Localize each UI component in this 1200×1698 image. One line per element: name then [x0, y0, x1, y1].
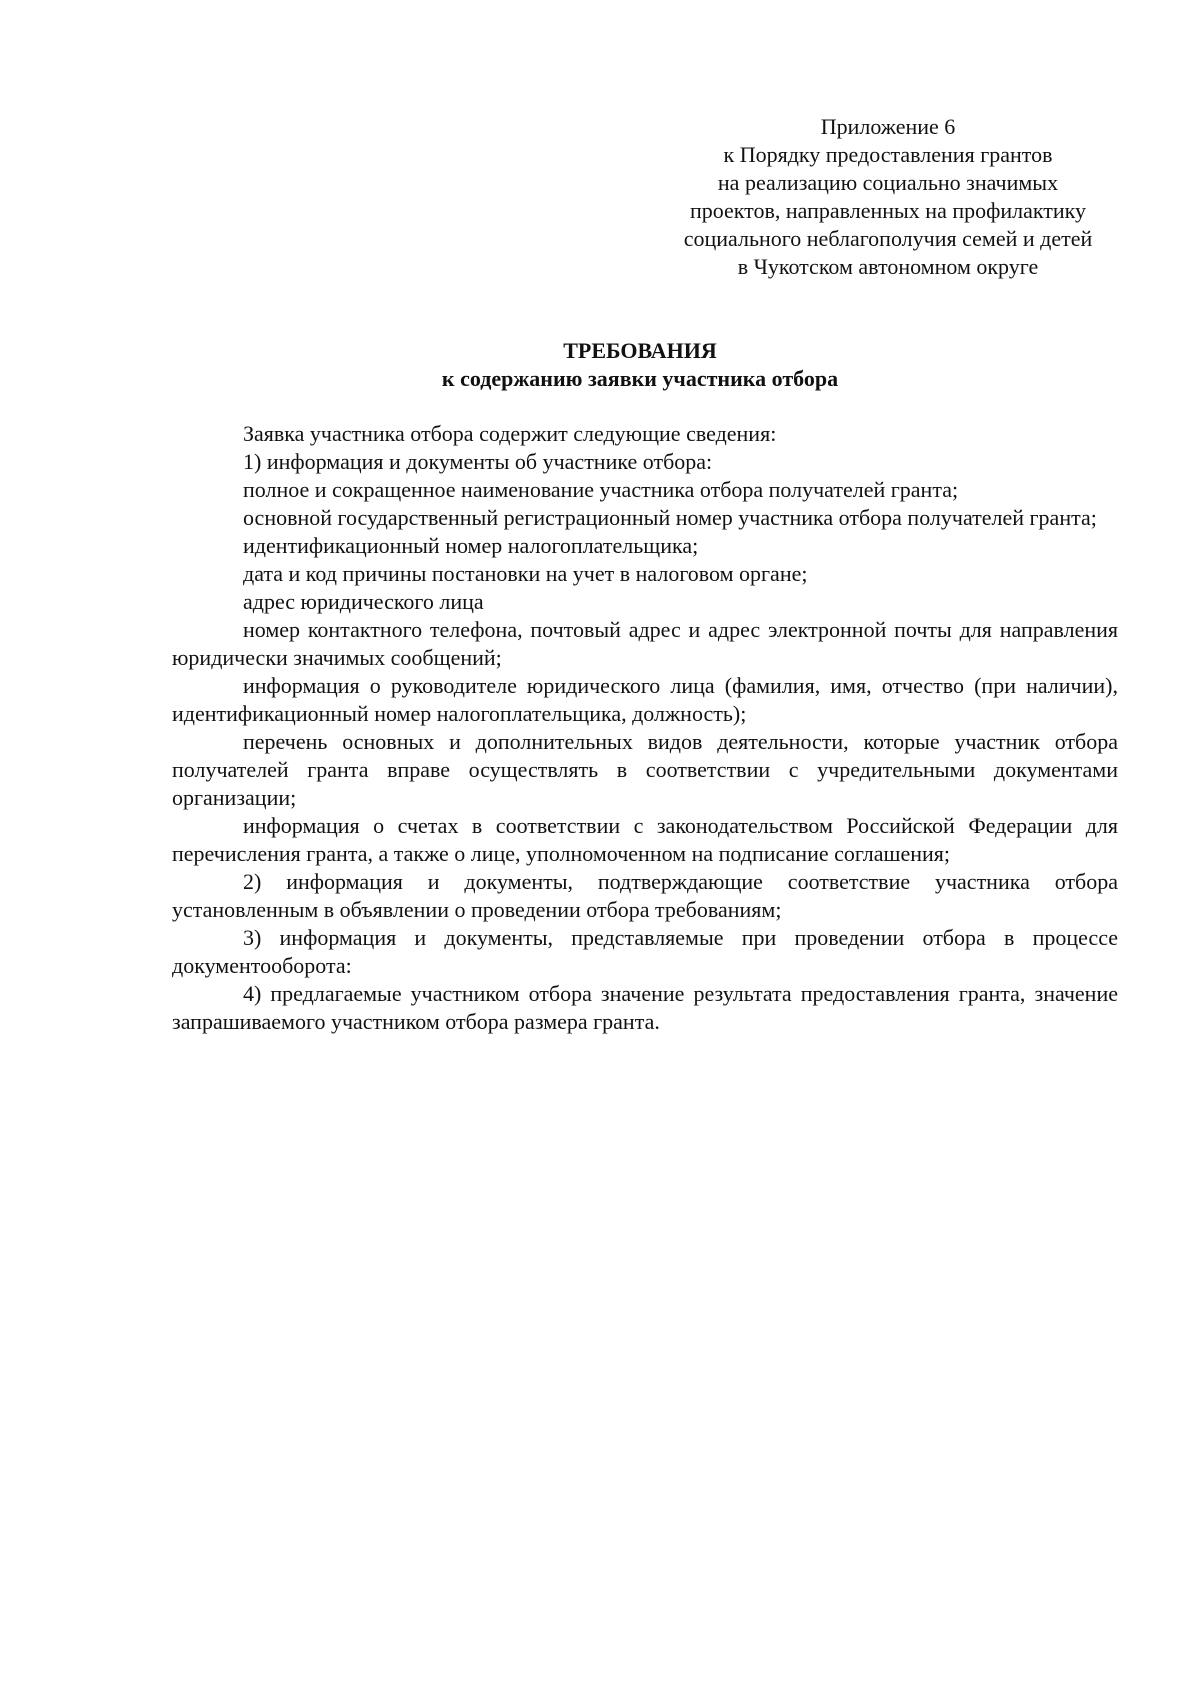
appendix-line: социального неблагополучия семей и детей	[683, 226, 1093, 251]
body-paragraph: 3) информация и документы, представляемые при проведении отбора в процессе документооборота:	[172, 925, 1118, 978]
body-paragraph: Заявка участника отбора содержит следующие сведения:	[243, 421, 777, 446]
body-paragraph: идентификационный номер налогоплательщика;	[243, 533, 699, 558]
body-paragraph: 2) информация и документы, подтверждающие соответствие участника отбора установленным в объявлении о проведении отбора требованиям;	[172, 869, 1118, 922]
body-paragraph: 4) предлагаемые участником отбора значение результата предоставления гранта, значение запрашиваемого участником отбора размера гранта.	[172, 981, 1118, 1034]
appendix-line: проектов, направленных на профилактику	[689, 198, 1087, 223]
body-paragraph: полное и сокращенное наименование участника отбора получателей гранта;	[243, 477, 959, 502]
body-paragraph: дата и код причины постановки на учет в налоговом органе;	[243, 561, 808, 586]
document-body	[172, 420, 1118, 1036]
body-paragraph: 1) информация и документы об участнике отбора:	[243, 449, 713, 474]
body-paragraph: основной государственный регистрационный номер участника отбора получателей гранта;	[243, 505, 1097, 530]
appendix-line: Приложение 6	[820, 114, 956, 139]
body-paragraph: информация о руководителе юридического лица (фамилия, имя, отчество (при наличии), идентификационный номер налогоплательщика, должность);	[172, 673, 1118, 726]
body-paragraph: номер контактного телефона, почтовый адрес и адрес электронной почты для направления юридически значимых сообщений;	[172, 617, 1118, 670]
appendix-line: к Порядку предоставления грантов	[723, 142, 1053, 167]
appendix-line: на реализацию социально значимых	[717, 170, 1059, 195]
body-paragraph: перечень основных и дополнительных видов деятельности, которые участник отбора получателей гранта вправе осуществлять в соответствии с учредительными документами организации;	[172, 729, 1118, 810]
body-paragraph: адрес юридического лица	[243, 589, 484, 614]
body-paragraph: информация о счетах в соответствии с законодательством Российской Федерации для перечисления гранта, а также о лице, уполномоченном на подписание соглашения;	[172, 813, 1118, 866]
appendix-header	[658, 113, 1118, 281]
appendix-line: в Чукотском автономном округе	[737, 254, 1039, 279]
document-subtitle: к содержанию заявки участника отбора	[441, 366, 839, 391]
document-heading	[160, 337, 1120, 393]
document-title: ТРЕБОВАНИЯ	[563, 338, 717, 363]
